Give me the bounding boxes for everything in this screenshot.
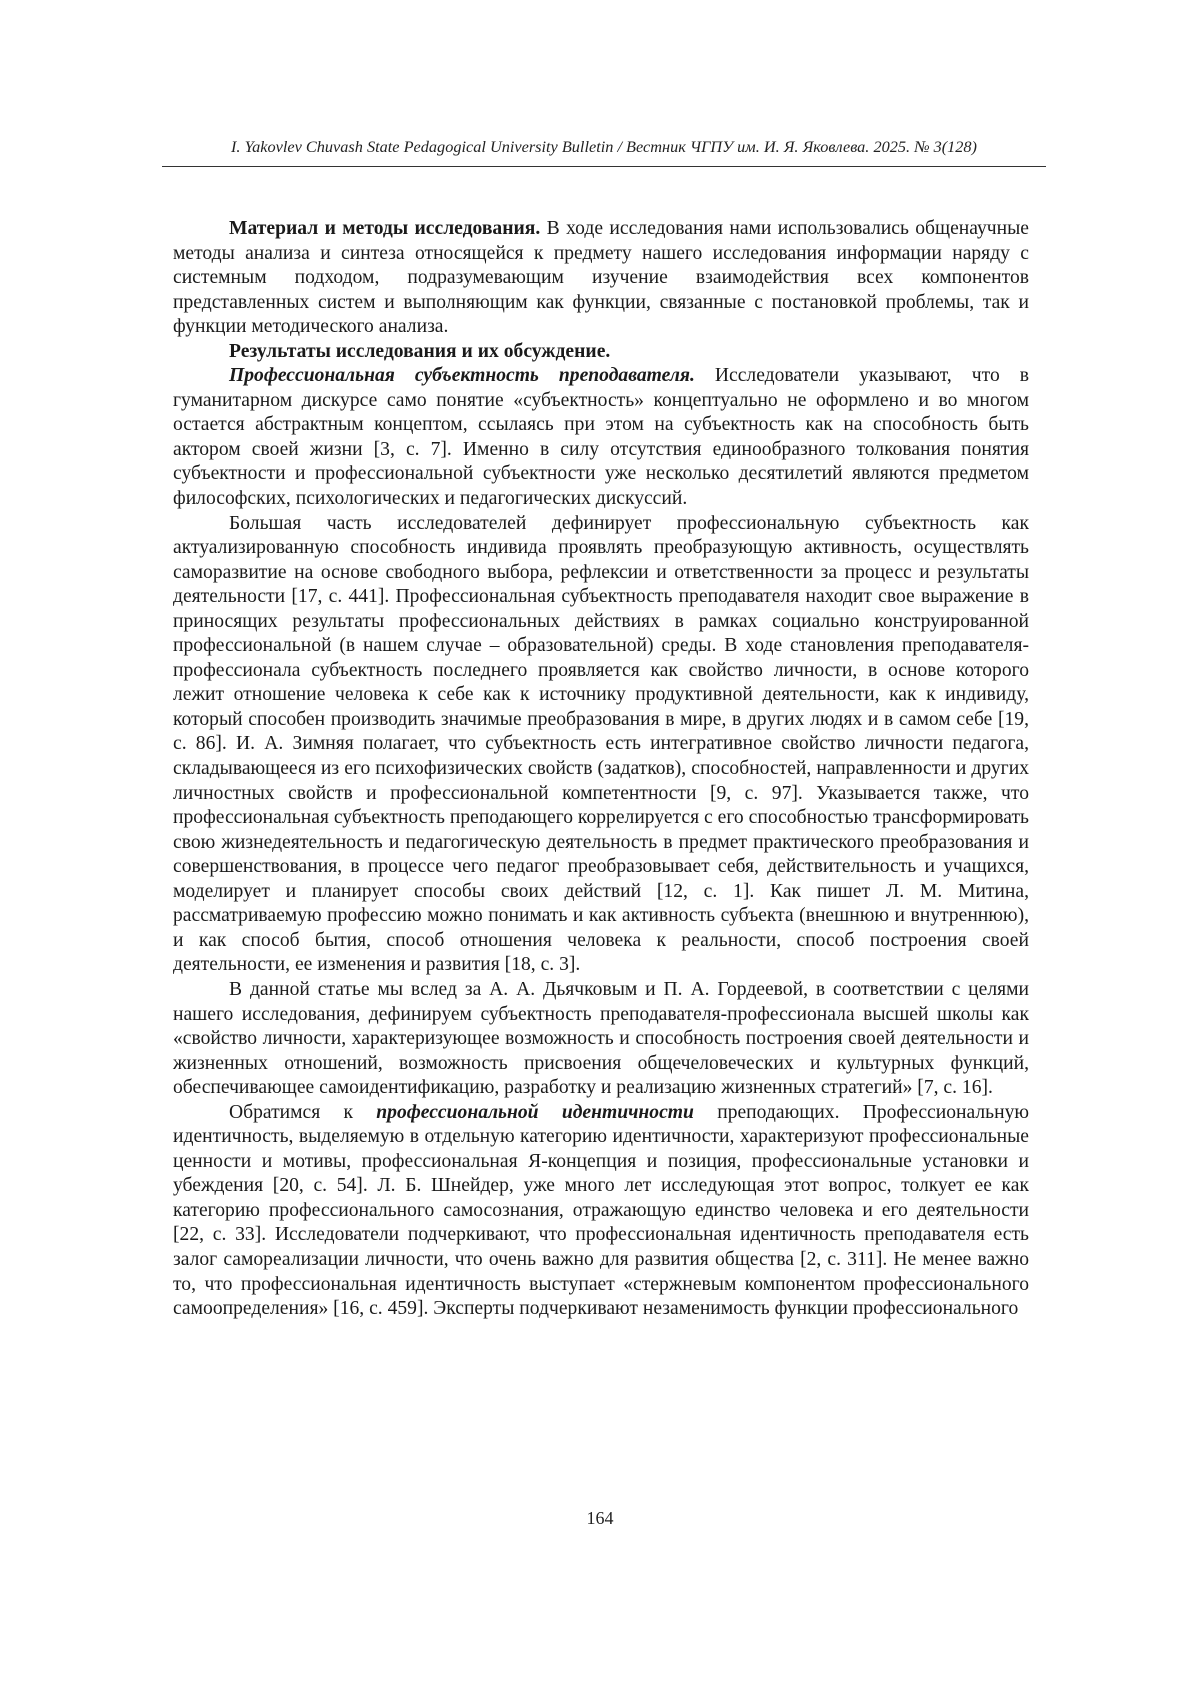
identity-text: преподающих. Профессиональную идентичность, выделяемую в отдельную категорию идентичности, характеризуют профессиональные ценности и мотивы, профессиональная Я-концепция и позиция, профессиональные установки и убеждения [20, с. 54]. Л. Б. Шнейдер, уже много лет исследующая этот вопрос, толкует ее как категорию профессионального самосознания, отражающую единство человека и его деятельности [22, с. 33]. Исследователи подчеркивают, что профессиональная идентичность преподавателя есть залог самореализации личности, что очень важно для развития общества [2, с. 311]. Не менее важно то, что профессиональная идентичность выступает «стержневым компонентом профессионального самоопределения» [16, с. 459]. Эксперты подчеркивают незаменимость функции профессионального	[173, 1101, 1030, 1320]
results-heading: Результаты исследования и их обсуждение.	[229, 340, 611, 362]
article-body	[173, 217, 1029, 1322]
results-heading-paragraph	[173, 340, 1029, 365]
methods-text: В ходе исследования нами использовались общенаучные методы анализа и синтеза относящейся к предмету нашего исследования информации наряду с системным подходом, подразумевающим изучение взаимодействия всех компонентов представленных систем и выполняющим как функции, связанные с постановкой проблемы, так и функции методического анализа.	[173, 218, 1029, 338]
page-number: 164	[586, 1508, 614, 1528]
identity-paragraph	[173, 1101, 1029, 1322]
article-definition-paragraph: В данной статье мы вслед за А. А. Дьячковым и П. А. Гордеевой, в соответствии с целями нашего исследования, дефинируем субъектность преподавателя-профессионала высшей школы как «свойство личности, характеризующее возможность и способность построения своей деятельности и жизненных отношений, возможность присвоения общечеловеческих и культурных функций, обеспечивающее самоидентификацию, разработку и реализацию жизненных стратегий» [7, с. 16].	[173, 978, 1029, 1099]
subjectness-heading: Профессиональная субъектность преподавателя.	[229, 365, 695, 387]
definitions-paragraph: Большая часть исследователей дефинирует профессиональную субъектность как актуализированную способность индивида проявлять преобразующую активность, осуществлять саморазвитие на основе свободного выбора, рефлексии и ответственности за процесс и результаты деятельности [17, с. 441]. Профессиональная субъектность преподавателя находит свое выражение в приносящих результаты профессиональных действиях в рамках социально конструированной профессиональной (в нашем случае – образовательной) среды. В ходе становления преподавателя-профессионала субъектность последнего проявляется как свойство личности, в основе которого лежит отношение человека к себе как к источнику продуктивной деятельности, как к индивиду, который способен производить значимые преобразования в мире, в других людях и в самом себе [19, с. 86]. И. А. Зимняя полагает, что субъектность есть интегративное свойство личности педагога, складывающееся из его психофизических свойств (задатков), способностей, направленности и других личностных свойств и профессиональной компетентности [9, с. 97]. Указывается также, что профессиональная субъектность преподающего коррелируется с его способностью трансформировать свою жизнедеятельность и педагогическую деятельность в предмет практического преобразования и совершенствования, в процессе чего педагог преобразовывает себя, действительность и учащихся, моделирует и планирует способы своих действий [12, с. 1]. Как пишет Л. М. Митина, рассматриваемую профессию можно понимать и как активность субъекта (внешнюю и внутреннюю), и как способ бытия, способ отношения человека к реальности, способ построения своей деятельности, ее изменения и развития [18, с. 3].	[173, 512, 1029, 976]
methods-paragraph	[173, 217, 1029, 340]
running-header: I. Yakovlev Chuvash State Pedagogical University Bulletin / Вестник ЧГПУ им. И. Я. Яковлева. 2025. № 3(128)	[231, 137, 977, 156]
subjectness-text: Исследователи указывают, что в гуманитарном дискурсе само понятие «субъектность» концептуально не оформлено и во многом остается абстрактным концептом, ссылаясь при этом на субъектность как на способность быть актором своей жизни [3, с. 7]. Именно в силу отсутствия единообразного толкования понятия субъектности и профессиональной субъектности уже несколько десятилетий являются предметом философских, психологических и педагогических дискуссий.	[173, 365, 1029, 510]
identity-term: профессиональной идентичности	[376, 1101, 694, 1123]
identity-lead: Обратимся к	[229, 1101, 354, 1123]
methods-heading: Материал и методы исследования.	[229, 218, 541, 239]
header-divider	[162, 166, 1046, 167]
subjectness-paragraph	[173, 364, 1029, 511]
